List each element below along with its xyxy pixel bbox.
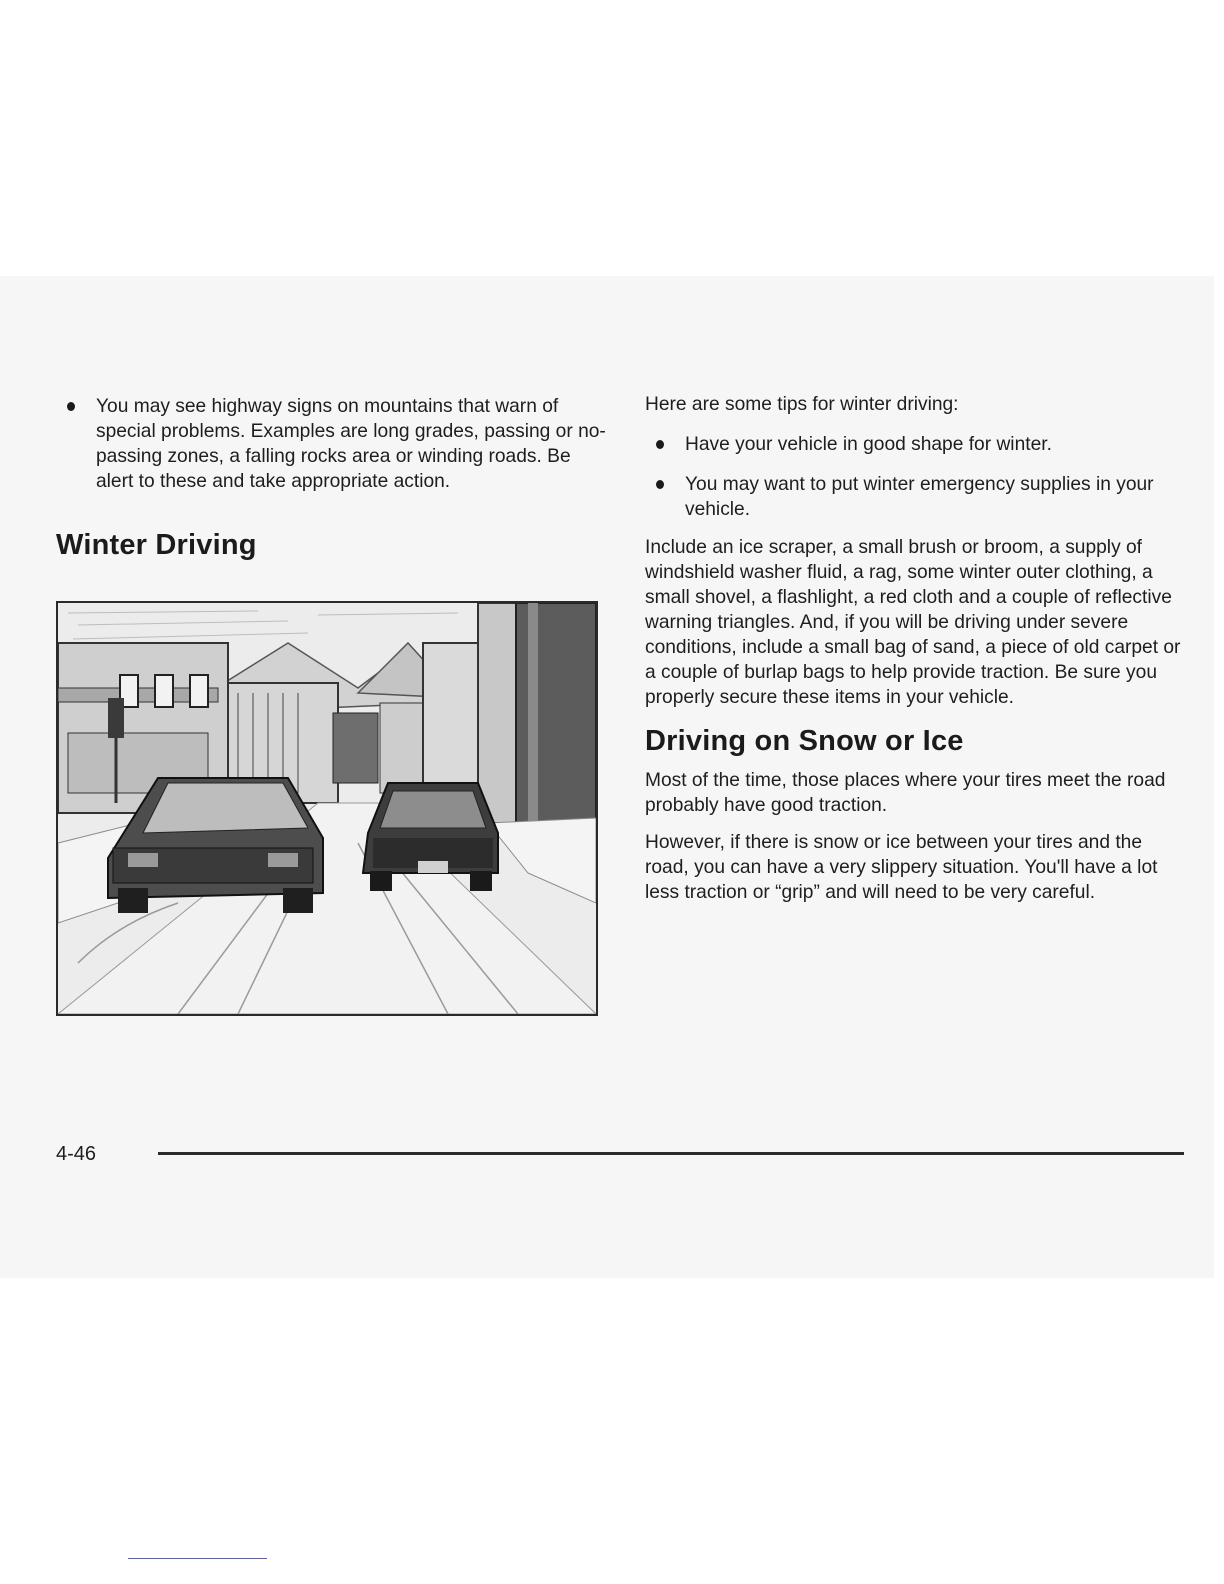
right-column [645,392,1185,905]
left-bullet-list [56,394,606,494]
page-number: 4-46 [56,1143,97,1165]
tip-text: You may want to put winter emergency supplies in your vehicle. [685,474,1154,520]
illustration-drawing [58,603,596,1014]
bullet-text: You may see highway signs on mountains that warn of special problems. Examples are long grades, passing or no-passing zones, a falling rocks area or winding roads. Be alert to these and take appropriate action. [96,396,606,492]
list-item [645,432,1185,457]
section-heading-snow-or-ice: Driving on Snow or Ice [645,725,964,757]
snow-paragraph-2: However, if there is snow or ice between your tires and the road, you can have a very slippery situation. You'll have a lot less traction or “grip” and will need to be very careful. [645,832,1158,903]
bottom-link-underline [128,1558,267,1559]
tips-list [645,432,1185,522]
bullet-icon [67,402,75,411]
snow-paragraph-1: Most of the time, those places where your tires meet the road probably have good traction. [645,770,1166,816]
tips-intro: Here are some tips for winter driving: [645,394,959,415]
list-item [645,472,1185,522]
winter-street-scene-illustration [56,601,598,1016]
footer-divider [158,1152,1184,1155]
bullet-icon [656,440,664,449]
section-heading-winter-driving: Winter Driving [56,529,257,561]
left-column [56,394,606,562]
supplies-paragraph: Include an ice scraper, a small brush or broom, a supply of windshield washer fluid, a rag, some winter outer clothing, a small shovel, a flashlight, a red cloth and a couple of reflective warning triangles. And, if you will be driving under severe conditions, include a small bag of sand, a piece of old carpet or a couple of burlap bags to help provide traction. Be sure you properly secure these items in your vehicle. [645,537,1181,708]
list-item [56,394,606,494]
bullet-icon [656,480,664,489]
tip-text: Have your vehicle in good shape for winter. [685,434,1052,455]
